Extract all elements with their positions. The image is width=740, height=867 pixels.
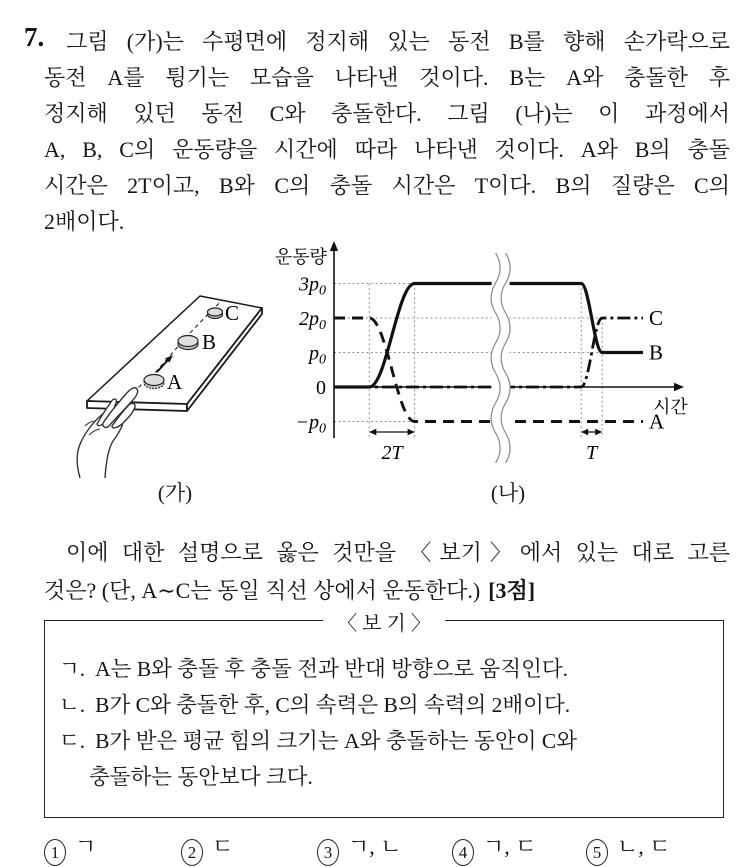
- bogi-item-marker: ㄱ.: [59, 657, 86, 681]
- coin-C: [208, 308, 223, 319]
- bogi-item-text: B가 C와 충돌한 후, C의 속력은 B의 속력의 2배이다.: [95, 693, 571, 717]
- coin-b-label: B: [202, 330, 217, 354]
- interval-label: T: [586, 442, 598, 464]
- bogi-item-text: A는 B와 충돌 후 충돌 전과 반대 방향으로 움직인다.: [95, 657, 569, 681]
- choice-1-text: ㄱ: [75, 834, 97, 859]
- choice-3-number: 3: [317, 839, 339, 866]
- choice-2[interactable]: [181, 830, 233, 866]
- graph-caption: (나): [490, 481, 526, 505]
- question-text-line: 그림 (가)는 수평면에 정지해 있는 동전 B를 향해 손가락으로: [66, 29, 730, 54]
- choice-5-number: 5: [586, 839, 608, 866]
- choice-4-text: ㄱ, ㄷ: [483, 834, 537, 859]
- bogi-item-g: [59, 652, 568, 683]
- coin-B: [178, 336, 198, 350]
- figure-a: [35, 285, 270, 500]
- question-text-line: A, B, C의 운동량을 시간에 따라 나타낸 것이다. A와 B의 충돌: [44, 137, 730, 162]
- bogi-item-text: 충돌하는 동안보다 크다.: [89, 765, 313, 789]
- bogi-item-marker: ㄴ.: [59, 693, 86, 717]
- interval-arrow-head: [581, 429, 588, 436]
- choice-3[interactable]: [317, 830, 402, 866]
- bogi-item-n: [59, 688, 570, 719]
- y-tick-label: 0: [316, 377, 326, 399]
- prompt-line: 이에 대한 설명으로 옳은 것만을 〈보기〉에서 있는 대로 고른: [66, 540, 730, 565]
- y-tick-label: $p_0$: [309, 342, 326, 368]
- question-text-line: 정지해 있던 동전 C와 충돌한다. 그림 (나)는 이 과정에서: [44, 101, 730, 126]
- bogi-item-marker: ㄷ.: [59, 729, 86, 753]
- choice-5-text: ㄴ, ㄷ: [617, 834, 671, 859]
- momentum-time-graph: [265, 238, 705, 473]
- interval-arrow-head: [408, 429, 415, 436]
- choice-5[interactable]: [586, 830, 671, 866]
- bogi-box: [44, 613, 724, 818]
- question-text-line: 2배이다.: [44, 209, 125, 234]
- interval-arrow-head: [369, 429, 376, 436]
- choice-1-number: 1: [44, 839, 66, 866]
- figure-a-caption: (가): [157, 481, 193, 505]
- choice-4[interactable]: [452, 830, 537, 866]
- score-badge: [3점]: [488, 578, 536, 603]
- coin-b-top: [178, 336, 198, 347]
- coin-c-top: [208, 308, 223, 316]
- bogi-item-d-cont: [89, 760, 313, 791]
- coin-a-label: A: [167, 370, 183, 394]
- y-tick-label: $3p_0$: [299, 273, 326, 299]
- bogi-item-d: [59, 724, 577, 755]
- x-axis-arrow: [674, 383, 684, 391]
- y-axis-title: 운동량: [274, 247, 327, 267]
- question-text-line: 시간은 2T이고, B와 C의 충돌 시간은 T이다. B의 질량은 C의: [44, 173, 730, 198]
- question-text-line: 동전 A를 튕기는 모습을 나타낸 것이다. B는 A와 충돌한 후: [44, 65, 730, 90]
- prompt-text: 것은? (단, A∼C는 동일 직선 상에서 운동한다.): [44, 578, 481, 603]
- prompt-line: [44, 574, 535, 605]
- x-axis-title: 시간: [653, 397, 688, 417]
- bogi-item-text: B가 받은 평균 힘의 크기는 A와 충돌하는 동안이 C와: [95, 729, 577, 753]
- choice-4-number: 4: [452, 839, 474, 866]
- bogi-title: 〈 보 기 〉: [323, 607, 445, 636]
- coin-A: [144, 375, 164, 389]
- y-tick-label: $-p_0$: [295, 411, 326, 437]
- coin-a-top: [144, 375, 164, 386]
- interval-label: 2T: [381, 442, 403, 464]
- series-label-B: B: [649, 340, 664, 365]
- choice-3-text: ㄱ, ㄴ: [348, 834, 402, 859]
- coin-c-label: C: [225, 301, 240, 325]
- series-label-A: A: [649, 409, 665, 434]
- y-axis-arrow: [330, 241, 338, 251]
- y-tick-label: $2p_0$: [299, 308, 326, 333]
- choice-2-number: 2: [181, 839, 203, 866]
- question-number: 7.: [24, 22, 45, 52]
- choice-1[interactable]: [44, 830, 96, 866]
- choice-2-text: ㄷ: [212, 834, 234, 859]
- series-label-C: C: [649, 306, 664, 330]
- interval-arrow-head: [595, 429, 602, 436]
